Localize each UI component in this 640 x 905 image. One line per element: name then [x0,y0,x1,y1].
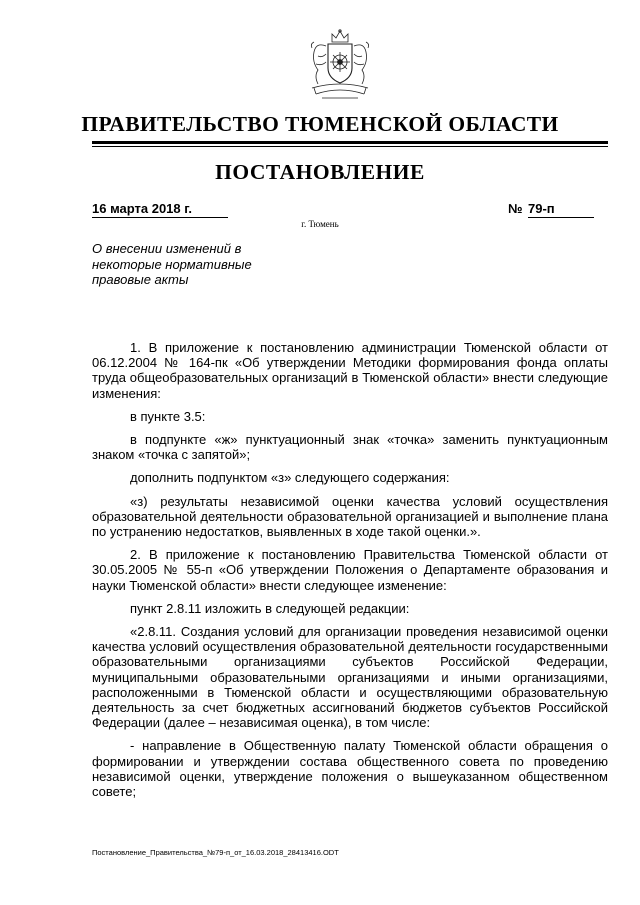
document-city: г. Тюмень [301,219,339,229]
body-paragraph: 2. В приложение к постановлению Правительства Тюменской области от 30.05.2005 № 55-п «Об утверждении Положения о Департаменте образования и науки Тюменской области» внести следующее изменение: [92,547,608,593]
document-body [92,340,608,807]
body-paragraph: «2.8.11. Создания условий для организации проведения независимой оценки качества условий осуществления образовательной деятельности государственными образовательными организациями субъектов Российской Федерации, муниципальными образовательными организациями и иными организациями, расположенными в Тюменской области и осуществляющими образовательную деятельность за счет бюджетных ассигнований бюджетов субъектов Российской Федерации (далее – независимая оценка), в том числе: [92,624,608,731]
document-subject: О внесении изменений в некоторые нормативные правовые акты [92,241,252,287]
tyumen-coat-of-arms-icon [302,28,378,104]
body-paragraph: в пункте 3.5: [130,408,206,424]
body-paragraph: 1. В приложение к постановлению администрации Тюменской области от 06.12.2004 № 164-пк «Об утверждении Методики формирования фонда оплаты труда общеобразовательных организаций в Тюменской области» внести следующие изменения: [92,340,608,401]
organization-title: ПРАВИТЕЛЬСТВО ТЮМЕНСКОЙ ОБЛАСТИ [81,112,559,136]
header-rule-thin [92,146,608,147]
header-rule-thick [92,141,608,144]
body-paragraph: пункт 2.8.11 изложить в следующей редакции: [130,600,410,616]
document-type: ПОСТАНОВЛЕНИЕ [215,160,425,184]
body-paragraph: в подпункте «ж» пунктуационный знак «точка» заменить пунктуационным знаком «точка с запятой»; [92,432,608,463]
body-paragraph: - направление в Общественную палату Тюменской области обращения о формировании и утверждении состава общественного совета по проведению независимой оценки, утверждение положения о вышеуказанном общественном совете; [92,738,608,800]
document-date: 16 марта 2018 г. [92,201,228,218]
body-paragraph: «з) результаты независимой оценки качества условий осуществления образовательной деятельности образовательной организацией и выполнение плана по устранению недостатков, выявленных в ходе такой оценки.». [92,493,608,540]
document-number: 79-п [528,201,594,218]
footer-filename: Постановление_Правительства_№79-п_от_16.03.2018_28413416.ODT [92,848,339,857]
number-sign: № [508,201,523,216]
body-paragraph: дополнить подпунктом «з» следующего содержания: [130,470,450,486]
